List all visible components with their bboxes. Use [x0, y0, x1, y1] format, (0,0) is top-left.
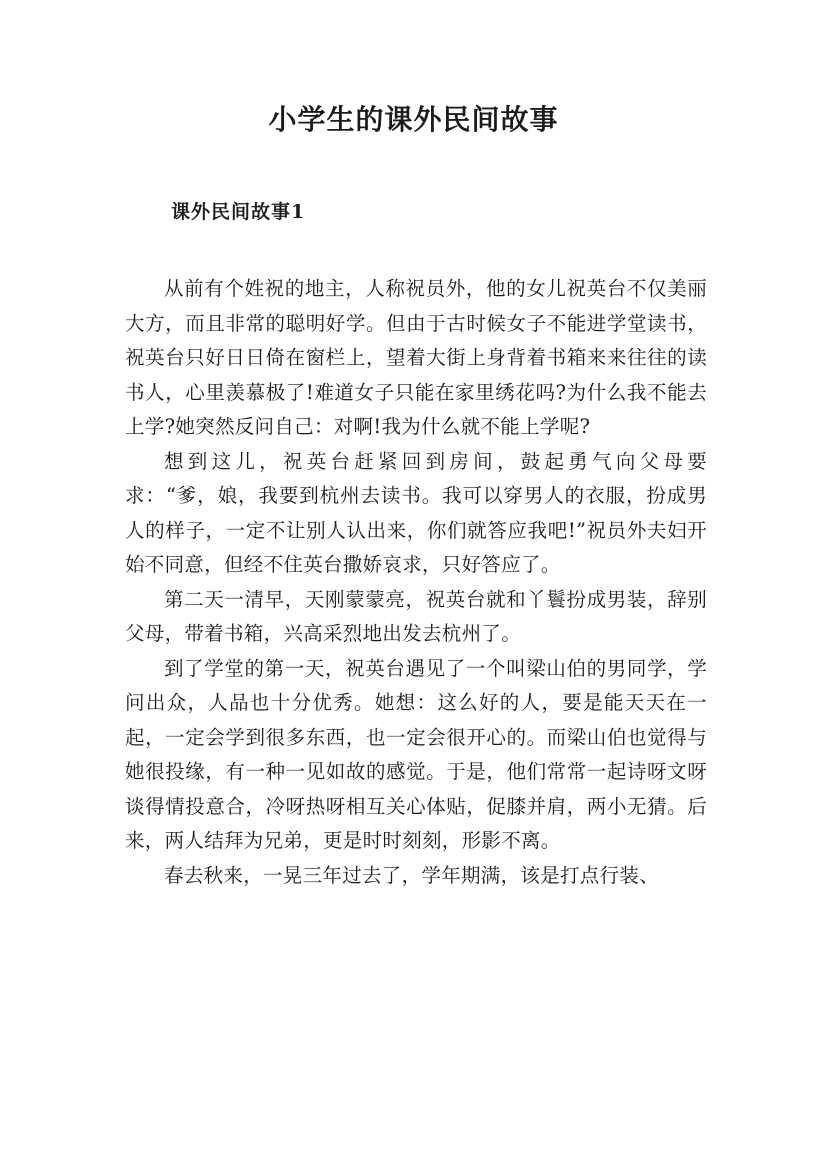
paragraph: 想到这儿，祝英台赶紧回到房间，鼓起勇气向父母要求：“爹，娘，我要到杭州去读书。我可以穿男人的衣服，扮成男人的样子，一定不让别人认出来，你们就答应我吧!”祝员外夫妇开始不同意，但经不住英台撒娇哀求，只好答应了。 — [125, 449, 707, 576]
paragraph: 到了学堂的第一天，祝英台遇见了一个叫梁山伯的男同学，学问出众，人品也十分优秀。她想：这么好的人，要是能天天在一起，一定会学到很多东西，也一定会很开心的。而梁山伯也觉得与她很投缘，有一种一见如故的感觉。于是，他们常常一起诗呀文呀谈得情投意合，冷呀热呀相互关心体贴，促膝并肩，两小无猜。后来，两人结拜为兄弟，更是时时刻刻，形影不离。 — [125, 656, 707, 852]
document-title: 小学生的课外民间故事 — [268, 103, 559, 136]
paragraph: 从前有个姓祝的地主，人称祝员外，他的女儿祝英台不仅美丽大方，而且非常的聪明好学。但由于古时候女子不能进学堂读书，祝英台只好日日倚在窗栏上，望着大街上身背着书箱来来往往的读书人，心里羡慕极了!难道女子只能在家里绣花吗?为什么我不能去上学?她突然反问自己：对啊!我为什么就不能上学呢? — [125, 277, 707, 438]
paragraph: 第二天一清早，天刚蒙蒙亮，祝英台就和丫鬟扮成男装，辞别父母，带着书箱，兴高采烈地出发去杭州了。 — [125, 587, 707, 645]
story-body — [125, 272, 707, 893]
paragraph: 春去秋来，一晃三年过去了，学年期满，该是打点行装、 — [164, 863, 660, 887]
section-heading: 课外民间故事1 — [171, 201, 306, 223]
